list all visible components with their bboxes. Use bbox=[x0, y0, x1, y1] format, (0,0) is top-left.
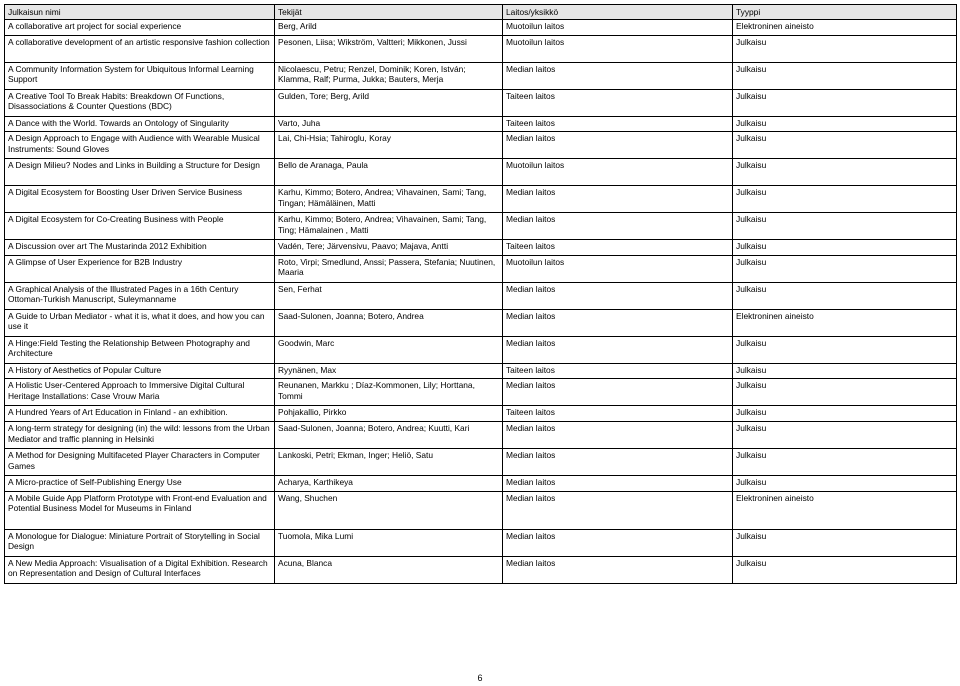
cell-title: A Community Information System for Ubiquitous Informal Learning Support bbox=[5, 62, 275, 89]
cell-title: A collaborative development of an artistic responsive fashion collection bbox=[5, 35, 275, 62]
cell-department: Muotoilun laitos bbox=[503, 255, 733, 282]
cell-title: A Holistic User-Centered Approach to Immersive Digital Cultural Heritage Installations: Case Vrouw Maria bbox=[5, 379, 275, 406]
cell-type: Julkaisu bbox=[733, 282, 957, 309]
cell-department: Median laitos bbox=[503, 475, 733, 491]
cell-type: Julkaisu bbox=[733, 35, 957, 62]
table-row bbox=[5, 406, 957, 422]
cell-title: A Graphical Analysis of the Illustrated Pages in a 16th Century Ottoman-Turkish Manuscript, Suleymanname bbox=[5, 282, 275, 309]
cell-authors: Karhu, Kimmo; Botero, Andrea; Vihavainen, Sami; Tang, Ting; Hämalainen , Matti bbox=[275, 213, 503, 240]
cell-title: A Method for Designing Multifaceted Player Characters in Computer Games bbox=[5, 448, 275, 475]
table-row bbox=[5, 62, 957, 89]
table-row bbox=[5, 240, 957, 256]
cell-title: A Monologue for Dialogue: Miniature Portrait of Storytelling in Social Design bbox=[5, 529, 275, 556]
table-body bbox=[5, 20, 957, 584]
cell-authors: Wang, Shuchen bbox=[275, 491, 503, 529]
cell-title: A Dance with the World. Towards an Ontology of Singularity bbox=[5, 116, 275, 132]
table-row bbox=[5, 116, 957, 132]
cell-department: Median laitos bbox=[503, 421, 733, 448]
cell-authors: Karhu, Kimmo; Botero, Andrea; Vihavainen, Sami; Tang, Tingan; Hämäläinen, Matti bbox=[275, 186, 503, 213]
cell-type: Julkaisu bbox=[733, 336, 957, 363]
table-row bbox=[5, 35, 957, 62]
cell-title: A Glimpse of User Experience for B2B Industry bbox=[5, 255, 275, 282]
document-page bbox=[4, 4, 956, 584]
cell-title: A Discussion over art The Mustarinda 2012 Exhibition bbox=[5, 240, 275, 256]
cell-type: Julkaisu bbox=[733, 89, 957, 116]
page-number: 6 bbox=[477, 673, 483, 683]
cell-title: A Mobile Guide App Platform Prototype with Front-end Evaluation and Potential Business Model for Museums in Finland bbox=[5, 491, 275, 529]
table-row bbox=[5, 529, 957, 556]
cell-department: Muotoilun laitos bbox=[503, 20, 733, 36]
cell-title: A Design Milieu? Nodes and Links in Building a Structure for Design bbox=[5, 159, 275, 186]
cell-department: Taiteen laitos bbox=[503, 363, 733, 379]
table-row bbox=[5, 132, 957, 159]
cell-title: A Hinge:Field Testing the Relationship Between Photography and Architecture bbox=[5, 336, 275, 363]
cell-title: A long-term strategy for designing (in) the wild: lessons from the Urban Mediator and traffic planning in Helsinki bbox=[5, 421, 275, 448]
cell-authors: Lankoski, Petri; Ekman, Inger; Heliö, Satu bbox=[275, 448, 503, 475]
cell-department: Median laitos bbox=[503, 62, 733, 89]
header-department: Laitos/yksikkö bbox=[503, 5, 733, 20]
cell-type: Elektroninen aineisto bbox=[733, 309, 957, 336]
publications-table bbox=[4, 4, 957, 584]
cell-type: Julkaisu bbox=[733, 186, 957, 213]
cell-type: Julkaisu bbox=[733, 406, 957, 422]
cell-title: A Guide to Urban Mediator - what it is, what it does, and how you can use it bbox=[5, 309, 275, 336]
cell-title: A History of Aesthetics of Popular Culture bbox=[5, 363, 275, 379]
cell-authors: Pesonen, Liisa; Wikström, Valtteri; Mikkonen, Jussi bbox=[275, 35, 503, 62]
cell-authors: Sen, Ferhat bbox=[275, 282, 503, 309]
cell-type: Julkaisu bbox=[733, 116, 957, 132]
table-row bbox=[5, 89, 957, 116]
table-row bbox=[5, 159, 957, 186]
cell-authors: Lai, Chi-Hsia; Tahiroglu, Koray bbox=[275, 132, 503, 159]
cell-authors: Pohjakallio, Pirkko bbox=[275, 406, 503, 422]
table-row bbox=[5, 20, 957, 36]
cell-type: Julkaisu bbox=[733, 255, 957, 282]
cell-type: Elektroninen aineisto bbox=[733, 20, 957, 36]
cell-title: A Creative Tool To Break Habits: Breakdown Of Functions, Disassociations & Counter Questions (BDC) bbox=[5, 89, 275, 116]
table-row bbox=[5, 213, 957, 240]
cell-type: Julkaisu bbox=[733, 159, 957, 186]
table-row bbox=[5, 556, 957, 583]
cell-title: A Digital Ecosystem for Boosting User Driven Service Business bbox=[5, 186, 275, 213]
table-row bbox=[5, 255, 957, 282]
cell-authors: Roto, Virpi; Smedlund, Anssi; Passera, Stefania; Nuutinen, Maaria bbox=[275, 255, 503, 282]
cell-authors: Tuomola, Mika Lumi bbox=[275, 529, 503, 556]
cell-department: Median laitos bbox=[503, 448, 733, 475]
cell-department: Taiteen laitos bbox=[503, 240, 733, 256]
header-title: Julkaisun nimi bbox=[5, 5, 275, 20]
table-row bbox=[5, 491, 957, 529]
cell-department: Median laitos bbox=[503, 213, 733, 240]
header-authors: Tekijät bbox=[275, 5, 503, 20]
cell-department: Taiteen laitos bbox=[503, 406, 733, 422]
cell-department: Median laitos bbox=[503, 491, 733, 529]
cell-authors: Acuna, Blanca bbox=[275, 556, 503, 583]
cell-department: Median laitos bbox=[503, 529, 733, 556]
cell-title: A New Media Approach: Visualisation of a Digital Exhibition. Research on Representation and Design of Cultural Interfaces bbox=[5, 556, 275, 583]
cell-department: Taiteen laitos bbox=[503, 89, 733, 116]
cell-department: Median laitos bbox=[503, 556, 733, 583]
header-type: Tyyppi bbox=[733, 5, 957, 20]
cell-authors: Acharya, Karthikeya bbox=[275, 475, 503, 491]
table-header-row bbox=[5, 5, 957, 20]
cell-type: Julkaisu bbox=[733, 379, 957, 406]
cell-authors: Goodwin, Marc bbox=[275, 336, 503, 363]
cell-department: Median laitos bbox=[503, 336, 733, 363]
cell-title: A Design Approach to Engage with Audience with Wearable Musical Instruments: Sound Gloves bbox=[5, 132, 275, 159]
cell-type: Julkaisu bbox=[733, 556, 957, 583]
cell-type: Julkaisu bbox=[733, 475, 957, 491]
cell-type: Julkaisu bbox=[733, 132, 957, 159]
cell-type: Julkaisu bbox=[733, 363, 957, 379]
cell-type: Elektroninen aineisto bbox=[733, 491, 957, 529]
cell-department: Median laitos bbox=[503, 309, 733, 336]
cell-department: Taiteen laitos bbox=[503, 116, 733, 132]
cell-type: Julkaisu bbox=[733, 529, 957, 556]
table-row bbox=[5, 309, 957, 336]
cell-authors: Varto, Juha bbox=[275, 116, 503, 132]
table-row bbox=[5, 421, 957, 448]
cell-department: Median laitos bbox=[503, 186, 733, 213]
cell-department: Muotoilun laitos bbox=[503, 35, 733, 62]
cell-authors: Bello de Aranaga, Paula bbox=[275, 159, 503, 186]
cell-department: Median laitos bbox=[503, 282, 733, 309]
cell-title: A Micro-practice of Self-Publishing Energy Use bbox=[5, 475, 275, 491]
table-row bbox=[5, 363, 957, 379]
table-row bbox=[5, 448, 957, 475]
table-row bbox=[5, 336, 957, 363]
table-row bbox=[5, 379, 957, 406]
cell-title: A collaborative art project for social experience bbox=[5, 20, 275, 36]
cell-type: Julkaisu bbox=[733, 240, 957, 256]
cell-department: Median laitos bbox=[503, 132, 733, 159]
cell-authors: Saad-Sulonen, Joanna; Botero, Andrea; Kuutti, Kari bbox=[275, 421, 503, 448]
cell-type: Julkaisu bbox=[733, 421, 957, 448]
cell-authors: Ryynänen, Max bbox=[275, 363, 503, 379]
cell-department: Muotoilun laitos bbox=[503, 159, 733, 186]
table-row bbox=[5, 186, 957, 213]
cell-type: Julkaisu bbox=[733, 213, 957, 240]
cell-authors: Vadén, Tere; Järvensivu, Paavo; Majava, Antti bbox=[275, 240, 503, 256]
cell-type: Julkaisu bbox=[733, 448, 957, 475]
cell-authors: Nicolaescu, Petru; Renzel, Dominik; Koren, István; Klamma, Ralf; Purma, Jukka; Bauters, Merja bbox=[275, 62, 503, 89]
cell-authors: Gulden, Tore; Berg, Arild bbox=[275, 89, 503, 116]
cell-authors: Reunanen, Markku ; Díaz-Kommonen, Lily; Horttana, Tommi bbox=[275, 379, 503, 406]
cell-authors: Berg, Arild bbox=[275, 20, 503, 36]
cell-department: Median laitos bbox=[503, 379, 733, 406]
cell-title: A Hundred Years of Art Education in Finland - an exhibition. bbox=[5, 406, 275, 422]
table-row bbox=[5, 475, 957, 491]
cell-authors: Saad-Sulonen, Joanna; Botero, Andrea bbox=[275, 309, 503, 336]
cell-type: Julkaisu bbox=[733, 62, 957, 89]
table-row bbox=[5, 282, 957, 309]
cell-title: A Digital Ecosystem for Co-Creating Business with People bbox=[5, 213, 275, 240]
